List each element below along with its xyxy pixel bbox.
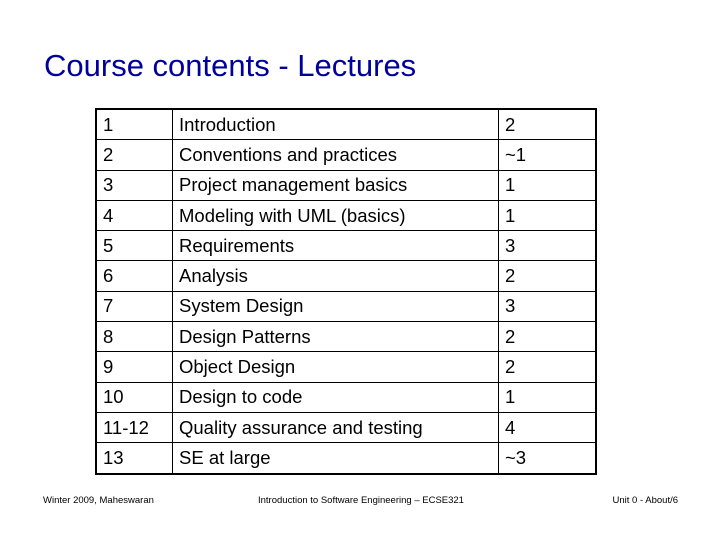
lecture-weeks-cell: 1	[499, 382, 597, 412]
table-row	[96, 412, 596, 442]
table-row	[96, 140, 596, 170]
lecture-weeks-cell: 2	[499, 322, 597, 352]
slide-title: Course contents - Lectures	[44, 48, 417, 83]
footer-author: Winter 2009, Maheswaran	[43, 495, 154, 506]
lecture-weeks-cell: 2	[499, 109, 597, 140]
lecture-number-cell: 6	[96, 261, 173, 291]
lecture-topic-cell: System Design	[173, 291, 499, 321]
lecture-number-cell: 4	[96, 200, 173, 230]
lecture-topic-cell: Introduction	[173, 109, 499, 140]
footer-page-number: Unit 0 - About/6	[612, 495, 678, 506]
lecture-topic-cell: Project management basics	[173, 170, 499, 200]
lecture-topic-cell: SE at large	[173, 443, 499, 474]
lecture-weeks-cell: ~1	[499, 140, 597, 170]
lecture-number-cell: 13	[96, 443, 173, 474]
lecture-topic-cell: Design Patterns	[173, 322, 499, 352]
lecture-number-cell: 3	[96, 170, 173, 200]
lecture-topic-cell: Conventions and practices	[173, 140, 499, 170]
lecture-topic-cell: Requirements	[173, 231, 499, 261]
table-row	[96, 109, 596, 140]
lecture-number-cell: 5	[96, 231, 173, 261]
lectures-table-body	[96, 109, 596, 474]
lecture-number-cell: 11-12	[96, 412, 173, 442]
lecture-topic-cell: Design to code	[173, 382, 499, 412]
table-row	[96, 322, 596, 352]
footer-course: Introduction to Software Engineering – ECSE321	[258, 495, 464, 506]
lecture-number-cell: 10	[96, 382, 173, 412]
lecture-weeks-cell: 3	[499, 231, 597, 261]
lecture-weeks-cell: 3	[499, 291, 597, 321]
table-row	[96, 200, 596, 230]
lecture-number-cell: 1	[96, 109, 173, 140]
lecture-topic-cell: Modeling with UML (basics)	[173, 200, 499, 230]
lectures-table	[95, 108, 597, 475]
lecture-number-cell: 7	[96, 291, 173, 321]
lecture-weeks-cell: 1	[499, 200, 597, 230]
table-row	[96, 382, 596, 412]
lecture-number-cell: 2	[96, 140, 173, 170]
lecture-weeks-cell: ~3	[499, 443, 597, 474]
lecture-topic-cell: Quality assurance and testing	[173, 412, 499, 442]
table-row	[96, 231, 596, 261]
lecture-weeks-cell: 1	[499, 170, 597, 200]
lecture-weeks-cell: 2	[499, 352, 597, 382]
table-row	[96, 261, 596, 291]
lecture-number-cell: 8	[96, 322, 173, 352]
table-row	[96, 170, 596, 200]
lecture-topic-cell: Object Design	[173, 352, 499, 382]
lecture-number-cell: 9	[96, 352, 173, 382]
lecture-weeks-cell: 2	[499, 261, 597, 291]
lecture-topic-cell: Analysis	[173, 261, 499, 291]
table-row	[96, 291, 596, 321]
table-row	[96, 443, 596, 474]
table-row	[96, 352, 596, 382]
lecture-weeks-cell: 4	[499, 412, 597, 442]
